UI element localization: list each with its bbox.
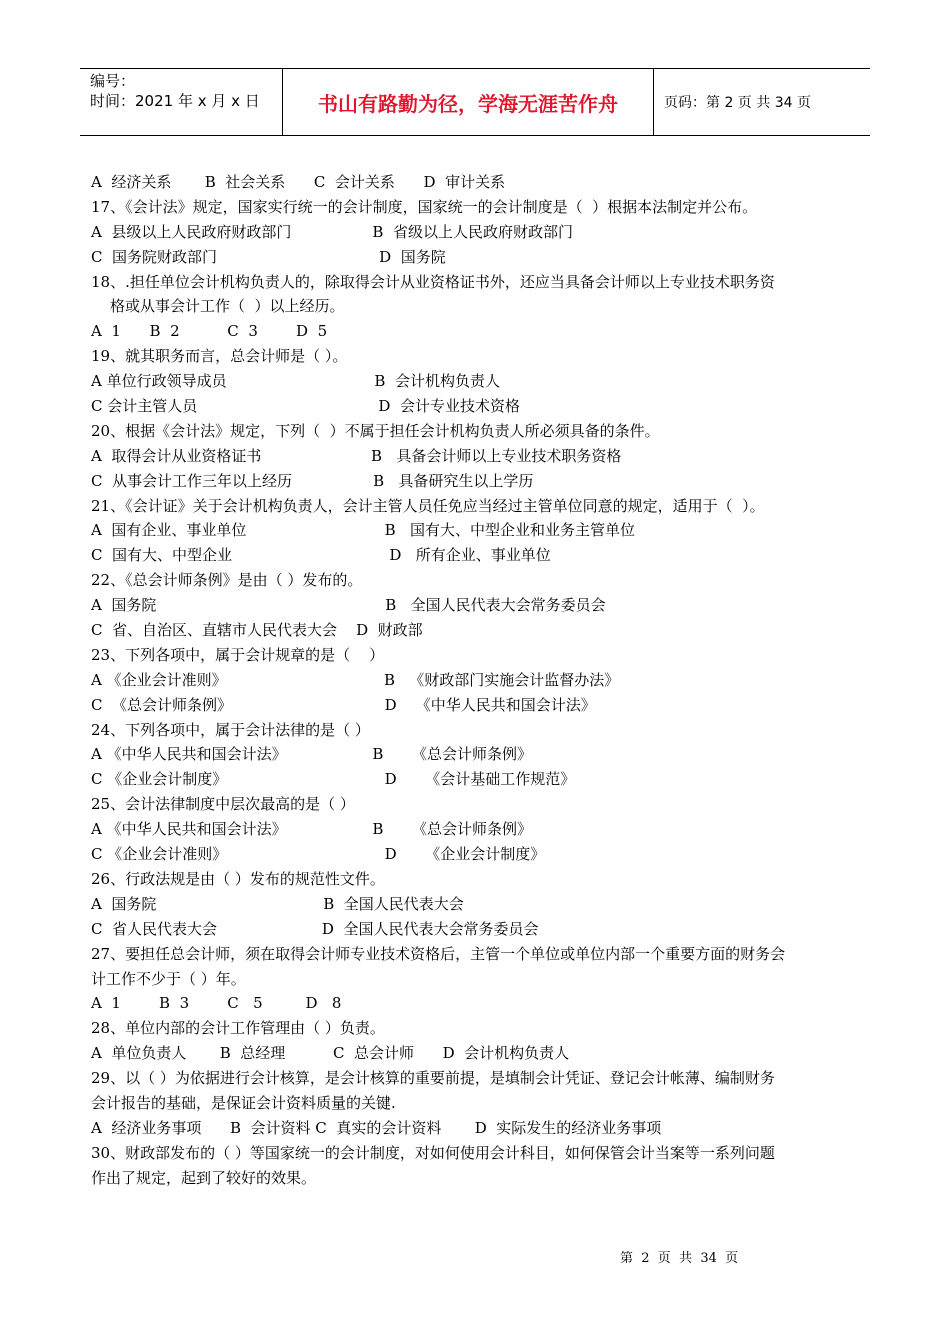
text-line: 28、单位内部的会计工作管理由（ ）负责。 — [91, 1019, 385, 1038]
text-line: 19、就其职务而言，总会计师是（ ）。 — [91, 347, 348, 366]
text-line: 18、.担任单位会计机构负责人的，除取得会计从业资格证书外，还应当具备会计师以上专业技术职务资 — [91, 272, 775, 291]
text-line: C 从事会计工作三年以上经历 B 具备研究生以上学历 — [91, 471, 534, 490]
text-line: C 《总会计师条例》 D 《中华人民共和国会计法》 — [91, 695, 596, 714]
text-line: 计工作不少于（ ）年。 — [91, 969, 246, 988]
text-line: A 单位负责人 B 总经理 C 总会计师 D 会计机构负责人 — [91, 1044, 570, 1063]
text-line: A 1 B 3 C 5 D 8 — [91, 994, 342, 1013]
text-line: 17、《会计法》规定，国家实行统一的会计制度，国家统一的会计制度是（ ）根据本法制定并公布。 — [91, 197, 758, 216]
text-line: A 经济业务事项 B 会计资料 C 真实的会计资料 D 实际发生的经济业务事项 — [91, 1118, 662, 1137]
header-meta — [80, 69, 282, 135]
document-number: 编号： — [90, 72, 136, 90]
text-line: A 县级以上人民政府财政部门 B 省级以上人民政府财政部门 — [91, 222, 573, 241]
text-line: 23、下列各项中，属于会计规章的是（ ） — [91, 645, 385, 664]
text-line: A 国务院 B 全国人民代表大会 — [91, 894, 464, 913]
text-line: 会计报告的基础，是保证会计资料质量的关键. — [91, 1093, 396, 1112]
text-line: C 国有大、中型企业 D 所有企业、事业单位 — [91, 546, 551, 565]
text-line: C 国务院财政部门 D 国务院 — [91, 247, 446, 266]
text-line: C 省人民代表大会 D 全国人民代表大会常务委员会 — [91, 919, 539, 938]
question-list — [91, 170, 871, 1191]
text-line: A 1 B 2 C 3 D 5 — [91, 322, 328, 341]
text-line: 25、会计法律制度中层次最高的是（ ） — [91, 795, 355, 814]
text-line: 21、《会计证》关于会计机构负责人，会计主管人员任免应当经过主管单位同意的规定，适用于（ ）。 — [91, 496, 765, 515]
header-page-cell — [654, 69, 870, 135]
header-page-number: 页码：第 2 页 共 34 页 — [664, 95, 811, 111]
text-line: A 《中华人民共和国会计法》 B 《总会计师条例》 — [91, 745, 533, 764]
text-line: 27、要担任总会计师，须在取得会计师专业技术资格后，主管一个单位或单位内部一个重要方面的财务会 — [91, 944, 786, 963]
text-line: C 《企业会计准则》 D 《企业会计制度》 — [91, 845, 546, 864]
text-line: A 单位行政领导成员 B 会计机构负责人 — [91, 372, 500, 391]
text-line: A 国有企业、事业单位 B 国有大、中型企业和业务主管单位 — [91, 521, 635, 540]
text-line: 26、行政法规是由（ ）发布的规范性文件。 — [91, 869, 385, 888]
text-line: A 取得会计从业资格证书 B 具备会计师以上专业技术职务资格 — [91, 446, 622, 465]
document-date: 时间：2021 年 x 月 x 日 — [90, 92, 260, 110]
text-line: 作出了规定，起到了较好的效果。 — [91, 1168, 317, 1187]
text-line: 格或从事会计工作（ ）以上经历。 — [110, 297, 345, 316]
page-footer: 第 2 页 共 34 页 — [620, 1251, 739, 1266]
text-line: A 经济关系 B 社会关系 C 会计关系 D 审计关系 — [91, 173, 506, 191]
text-line: A 《企业会计准则》 B 《财政部门实施会计监督办法》 — [91, 670, 620, 689]
text-line: 30、财政部发布的（ ）等国家统一的会计制度，对如何使用会计科目，如何保管会计当案等一系列问题 — [91, 1143, 775, 1162]
text-line: C 《企业会计制度》 D 《会计基础工作规范》 — [91, 770, 576, 789]
text-line: 22、《总会计师条例》是由（ ）发布的。 — [91, 571, 363, 590]
text-line: C 省、自治区、直辖市人民代表大会 D 财政部 — [91, 621, 423, 640]
header-motto: 书山有路勤为径，学海无涯苦作舟 — [318, 91, 618, 116]
text-line: C 会计主管人员 D 会计专业技术资格 — [91, 397, 520, 416]
text-line: 20、根据《会计法》规定，下列（ ）不属于担任会计机构负责人所必须具备的条件。 — [91, 421, 660, 440]
header-motto-cell — [282, 69, 654, 135]
text-line: 29、以（ ）为依据进行会计核算，是会计核算的重要前提，是填制会计凭证、登记会计帐薄、编制财务 — [91, 1069, 775, 1088]
text-line: 24、下列各项中，属于会计法律的是（ ） — [91, 720, 370, 739]
text-line: A 国务院 B 全国人民代表大会常务委员会 — [91, 596, 606, 615]
text-line: A 《中华人民共和国会计法》 B 《总会计师条例》 — [91, 820, 533, 839]
page-header — [80, 68, 870, 136]
